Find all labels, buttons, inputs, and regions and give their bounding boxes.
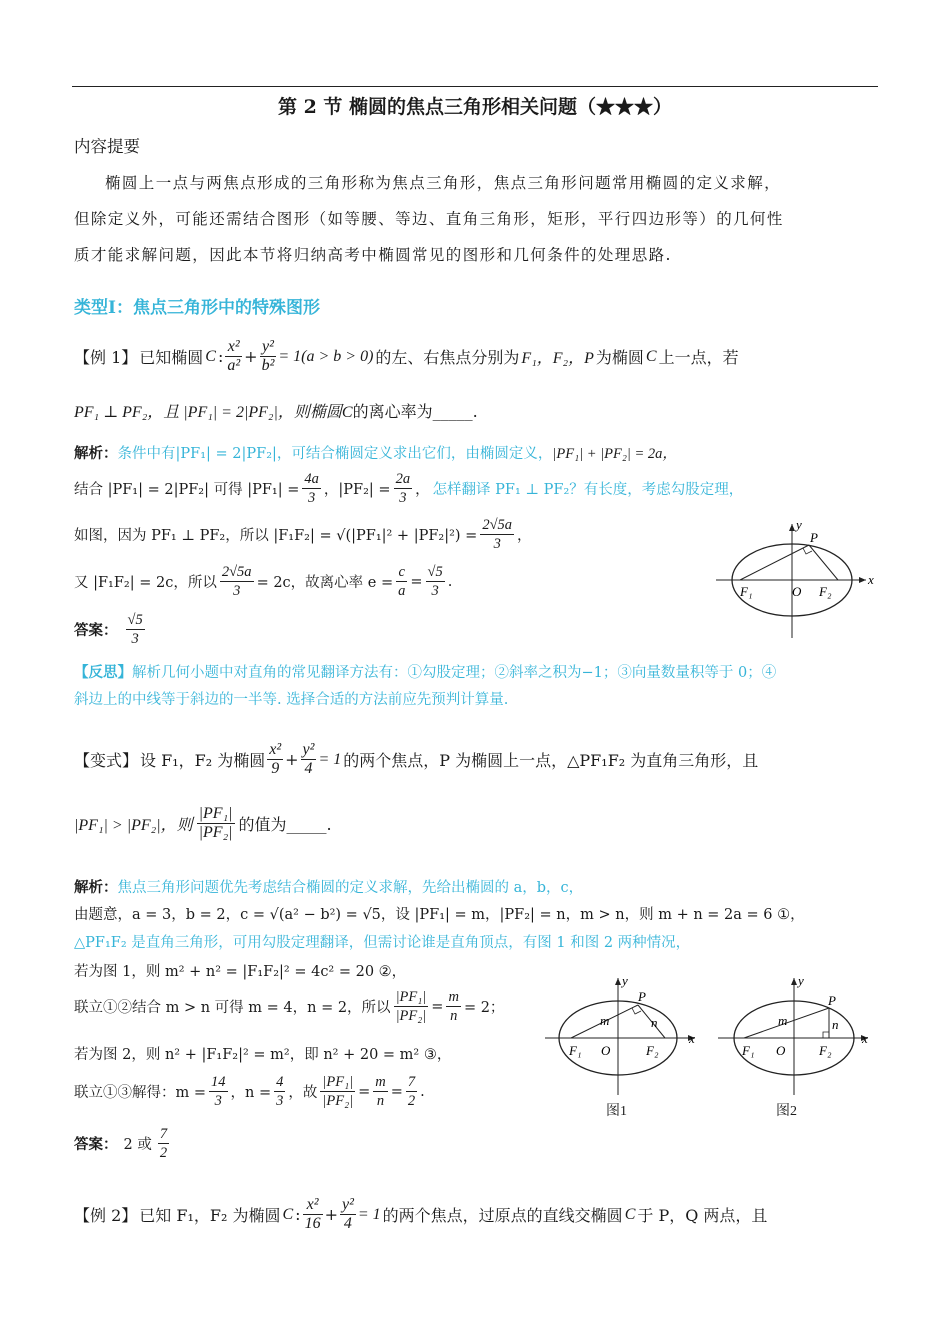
reflect-text1: 解析几何小题中对直角的常见翻译方法有：①勾股定理；②斜率之积为−1；③向量数量积等于 0；④ bbox=[132, 665, 777, 681]
right-angle-mark bbox=[632, 1008, 641, 1014]
frac-m-n: $\frac{m}{n}$ bbox=[448, 989, 459, 1024]
intro-line-3: 质才能求解问题，因此本节将归纳高考中椭圆常见的图形和几何条件的处理思路. bbox=[74, 246, 672, 264]
segment-pf2 bbox=[809, 545, 838, 580]
ex2-C: C bbox=[282, 1205, 294, 1223]
label-f1: F₁ bbox=[742, 1043, 755, 1058]
ex1-sol3-b: ， bbox=[517, 528, 532, 544]
reflection-line2: 斜边上的中线等于斜边的一半等. 选择合适的方法前应先预判计算量. bbox=[74, 692, 509, 708]
var-frac-x: $\frac{\text{x²}}{9}$ bbox=[269, 741, 282, 777]
ex1-sol1-cyan: 条件中有|PF₁| = 2|PF₂|，可结合椭圆定义求出它们，由椭圆定义， bbox=[117, 446, 553, 462]
var-tag: 【变式】 bbox=[74, 751, 139, 770]
var-sol-line5 bbox=[74, 988, 504, 1025]
ex1-foci: F₁，F₂，P bbox=[521, 350, 594, 367]
var-sol-line4: 若为图 1，则 m² + n² = |F₁F₂|² = 4c² = 20 ②， bbox=[74, 964, 407, 980]
var-q1-a: 设 F₁，F₂ 为椭圆 bbox=[140, 751, 266, 770]
var-answer bbox=[74, 1125, 169, 1162]
var-sol5-b: = 2； bbox=[463, 1000, 505, 1016]
frac-4-3: $\frac{4}{3}$ bbox=[276, 1074, 284, 1109]
ex1-sol2-cyan: 怎样翻译 PF₁ ⊥ PF₂？有长度，考虑勾股定理， bbox=[432, 482, 744, 498]
ex1-C3: C bbox=[341, 404, 353, 421]
y-axis-arrow bbox=[791, 978, 797, 985]
section-label: 内容提要 bbox=[74, 137, 140, 156]
var-sol7-d: . bbox=[420, 1083, 425, 1100]
var-q2-a: |PF₁| > |PF₂|，则 bbox=[74, 817, 193, 834]
label-f2: F₂ bbox=[646, 1043, 659, 1058]
page-title: 第 2 节 椭圆的焦点三角形相关问题（★★★） bbox=[277, 96, 673, 118]
figure-2-caption: 图2 bbox=[776, 1104, 797, 1119]
plus-sign: + bbox=[324, 1205, 338, 1224]
ex1-sol4-d: . bbox=[447, 573, 453, 590]
ex1-tag: 【例 1】 bbox=[74, 348, 138, 367]
label-p: P bbox=[828, 993, 836, 1008]
ex2-q-c: 于 P，Q 两点，且 bbox=[637, 1206, 768, 1225]
frac-4a-3: $\frac{4a}{3}$ bbox=[304, 471, 319, 506]
var-sol-line1 bbox=[74, 876, 583, 897]
ellipse-figure-1 bbox=[545, 975, 705, 1100]
ex1-colon: : bbox=[217, 347, 224, 366]
right-angle-mark bbox=[823, 1032, 829, 1038]
var-sol1-cyan: 焦点三角形问题优先考虑结合椭圆的定义求解，先给出椭圆的 a，b，c， bbox=[117, 880, 584, 896]
label-f2: F₂ bbox=[819, 1043, 832, 1058]
label-p: P bbox=[810, 530, 818, 545]
var-sol-line3: △PF₁F₂ 是直角三角形，可用勾股定理翻译，但需讨论谁是直角顶点，有图 1 和图 2 两种情况， bbox=[74, 935, 691, 951]
label-o: O bbox=[776, 1043, 786, 1058]
ex1-sol4-b: = 2c，故离心率 e = bbox=[256, 575, 394, 591]
ex1-sol4-c: = bbox=[410, 573, 423, 590]
frac-2r5a-3-b: $\frac{2√5a}{3}$ bbox=[221, 564, 252, 599]
ex1-sol-line3 bbox=[74, 516, 532, 553]
frac-m-n-b: $\frac{m}{n}$ bbox=[375, 1074, 386, 1109]
label-y: y bbox=[796, 520, 802, 532]
ex1-answer bbox=[74, 611, 145, 648]
ex1-sol2-b: ，|PF₂| = bbox=[323, 482, 391, 498]
frac-r5-3: $\frac{√5}{3}$ bbox=[427, 564, 443, 599]
frac-pf1-pf2: $\frac{\text{|PF₁|}}{\text{|PF₂|}}$ bbox=[395, 989, 427, 1024]
label-p: P bbox=[638, 989, 646, 1004]
ex1-text-d: 上一点，若 bbox=[658, 348, 739, 367]
ex1-sol2-c: ， bbox=[415, 482, 430, 498]
type-heading: 类型Ⅰ：焦点三角形中的特殊图形 bbox=[74, 298, 320, 318]
var-frac-y: $\frac{\text{y²}}{4}$ bbox=[302, 741, 315, 777]
eq-sign: = bbox=[390, 1083, 403, 1100]
ex1-text-a: 已知椭圆 bbox=[139, 348, 204, 367]
label-y: y bbox=[798, 975, 804, 988]
frac-c-a: $\frac{c}{a}$ bbox=[398, 564, 406, 599]
ex1-question-line1 bbox=[74, 338, 739, 375]
top-rule bbox=[72, 86, 878, 87]
ex1-blank: 的离心率为_____. bbox=[352, 402, 478, 421]
frac-7-2: $\frac{7}{2}$ bbox=[407, 1074, 416, 1109]
var-q2-b: 的值为_____. bbox=[238, 815, 332, 834]
label-m: m bbox=[778, 1013, 788, 1028]
ellipse-figure-ex1 bbox=[716, 520, 876, 640]
segment-pf1 bbox=[740, 545, 809, 580]
label-y: y bbox=[622, 975, 628, 988]
frac-pf1-pf2-b: $\frac{\text{|PF₁|}}{\text{|PF₂|}}$ bbox=[322, 1074, 354, 1109]
frac-2a-3: $\frac{2a}{3}$ bbox=[395, 471, 411, 506]
var-sol5-a: 联立①②结合 m > n 可得 m = 4，n = 2，所以 bbox=[74, 1000, 391, 1016]
eq-sign: = bbox=[358, 1083, 371, 1100]
y-axis-arrow bbox=[615, 978, 621, 985]
plus-sign: + bbox=[285, 750, 299, 769]
sol-label: 解析： bbox=[74, 445, 118, 462]
figure-1-caption: 图1 bbox=[606, 1104, 627, 1119]
frac-2r5a-3: $\frac{2√5a}{3}$ bbox=[482, 517, 513, 552]
intro-line-2: 但除定义外，可能还需结合图形（如等腰、等边、直角三角形，矩形，平行四边形等）的几何性 bbox=[74, 210, 784, 228]
label-o: O bbox=[601, 1043, 611, 1058]
var-sol-line7 bbox=[74, 1073, 425, 1110]
ex1-sol4-a: 又 |F₁F₂| = 2c，所以 bbox=[74, 575, 217, 591]
answer-frac: $\frac{√5}{3}$ bbox=[127, 612, 143, 647]
var-sol-line6: 若为图 2，则 n² + |F₁F₂|² = m²，即 n² + 20 = m² ③， bbox=[74, 1047, 452, 1063]
ex1-sol3-a: 如图，因为 PF₁ ⊥ PF₂，所以 |F₁F₂| = √(|PF₁|² + |PF₂|²) = bbox=[74, 528, 478, 544]
label-f1: F₁ bbox=[569, 1043, 582, 1058]
ex1-question-line2 bbox=[74, 399, 478, 422]
ex2-frac-x: $\frac{\text{x²}}{16}$ bbox=[304, 1196, 321, 1232]
ex2-q-a: 已知 F₁，F₂ 为椭圆 bbox=[139, 1206, 281, 1225]
ex2-tag: 【例 2】 bbox=[74, 1206, 138, 1225]
ex1-frac-x: $\frac{\text{x²}}{\text{a²}}$ bbox=[227, 338, 241, 374]
ex1-eq: = 1(a > b > 0) bbox=[278, 347, 374, 365]
var-sol7-c: ，故 bbox=[288, 1085, 318, 1101]
label-o: O bbox=[792, 584, 802, 599]
ex1-text-b: 的左、右焦点分别为 bbox=[375, 348, 520, 367]
var-eq: = 1 bbox=[318, 750, 342, 768]
var-question-line2 bbox=[74, 805, 332, 842]
ex1-text-c: 为椭圆 bbox=[595, 348, 644, 367]
ex2-eq: = 1 bbox=[357, 1205, 381, 1223]
x-axis-arrow bbox=[859, 577, 866, 583]
label-x: x bbox=[862, 1031, 868, 1046]
answer-label: 答案： bbox=[74, 1136, 118, 1153]
ex1-sol-line1 bbox=[74, 442, 677, 463]
var-answer-a: 2 或 bbox=[123, 1137, 152, 1153]
ex1-cond: PF₁ ⊥ PF₂，且 |PF₁| = 2|PF₂|，则椭圆 bbox=[74, 404, 342, 421]
y-axis-arrow bbox=[789, 524, 795, 531]
label-x: x bbox=[868, 572, 874, 587]
var-question-line1 bbox=[74, 741, 758, 778]
right-angle-mark bbox=[803, 548, 812, 554]
ex2-question-line1 bbox=[74, 1196, 767, 1233]
plus-sign: + bbox=[244, 347, 258, 366]
label-n: n bbox=[832, 1017, 839, 1032]
ex1-sol2-a: 结合 |PF₁| = 2|PF₂| 可得 |PF₁| = bbox=[74, 482, 300, 498]
ex1-sol-line2 bbox=[74, 470, 743, 507]
ex2-frac-y: $\frac{\text{y²}}{4}$ bbox=[341, 1196, 354, 1232]
label-f1: F₁ bbox=[740, 584, 753, 599]
var-sol-line2: 由题意，a = 3，b = 2，c = √(a² − b²) = √5，设 |PF₁| = m，|PF₂| = n，m > n，则 m + n = 2a = 6 ①， bbox=[74, 907, 805, 923]
reflection-line1 bbox=[74, 661, 776, 682]
sol-label: 解析： bbox=[74, 879, 118, 896]
label-x: x bbox=[689, 1031, 695, 1046]
answer-frac-7-2: $\frac{7}{2}$ bbox=[159, 1126, 168, 1161]
var-sol7-a: 联立①③解得：m = bbox=[74, 1085, 207, 1101]
label-n: n bbox=[651, 1015, 658, 1030]
ex1-C: C bbox=[205, 347, 216, 365]
label-m: m bbox=[600, 1013, 610, 1028]
label-f2: F₂ bbox=[819, 584, 832, 599]
ex2-colon: : bbox=[295, 1205, 301, 1224]
ex1-sol-line4 bbox=[74, 563, 452, 600]
intro-line-1: 椭圆上一点与两焦点形成的三角形称为焦点三角形，焦点三角形问题常用椭圆的定义求解， bbox=[105, 174, 782, 192]
ellipse-figure-2 bbox=[718, 975, 878, 1100]
reflect-tag: 【反思】 bbox=[74, 664, 132, 681]
var-q1-b: 的两个焦点，P 为椭圆上一点，△PF₁F₂ 为直角三角形，且 bbox=[343, 751, 759, 770]
var-frac-pf: $\frac{\text{|PF₁|}}{\text{|PF₂|}}$ bbox=[198, 805, 233, 841]
ex1-C2: C bbox=[645, 347, 657, 365]
var-sol7-b: ，n = bbox=[230, 1085, 272, 1101]
frac-14-3: $\frac{14}{3}$ bbox=[211, 1074, 226, 1109]
eq-sign: = bbox=[431, 998, 444, 1015]
answer-label: 答案： bbox=[74, 622, 118, 639]
ex1-sol1-black: |PF₁| + |PF₂| = 2a， bbox=[552, 446, 677, 462]
ex2-C2: C bbox=[624, 1205, 636, 1223]
ex2-q-b: 的两个焦点，过原点的直线交椭圆 bbox=[382, 1206, 623, 1225]
ex1-frac-y: $\frac{\text{y²}}{\text{b²}}$ bbox=[261, 338, 275, 374]
